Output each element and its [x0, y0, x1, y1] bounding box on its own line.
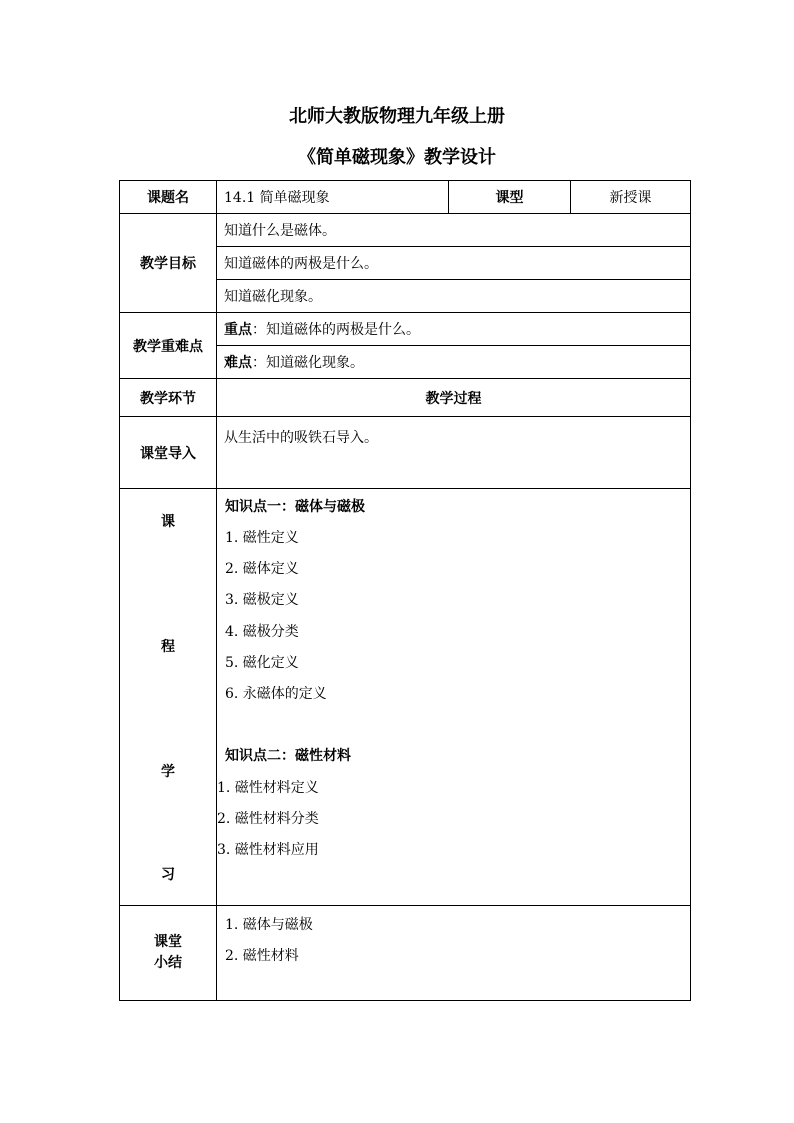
summary-label-line: 小结: [154, 955, 182, 971]
lesson-type-value: 新授课: [571, 181, 691, 214]
intro-text: 从生活中的吸铁石导入。: [217, 417, 691, 489]
stage-label: 教学环节: [120, 379, 217, 417]
learning-label-char: 习: [161, 867, 175, 883]
intro-row: [120, 417, 691, 489]
learning-content: [217, 489, 691, 906]
learning-row: [120, 489, 691, 906]
topic-row: [120, 181, 691, 214]
knowledge-point-2-title: 知识点二：磁性材料: [225, 748, 351, 764]
knowledge-1-item: 6. 永磁体的定义: [225, 686, 327, 702]
knowledge-2-item: 2. 磁性材料分类: [217, 811, 319, 827]
topic-label: 课题名: [120, 181, 217, 214]
knowledge-point-1-title: 知识点一：磁体与磁极: [225, 499, 365, 515]
hard-point-lead: 难点: [224, 355, 252, 371]
learning-label-char: 课: [161, 514, 175, 530]
learning-label-char: 学: [161, 764, 175, 780]
learning-label-char: 程: [161, 639, 175, 655]
key-point-row: [120, 313, 691, 346]
summary-item: 1. 磁体与磁极: [225, 917, 313, 933]
knowledge-1-item: 2. 磁体定义: [225, 561, 299, 577]
summary-label: [120, 906, 217, 1001]
document-subtitle: 《简单磁现象》教学设计: [298, 147, 496, 168]
knowledge-2-item: 1. 磁性材料定义: [217, 780, 319, 796]
process-label: 教学过程: [217, 379, 691, 417]
summary-item: 2. 磁性材料: [225, 948, 299, 964]
knowledge-1-item: 4. 磁极分类: [225, 624, 299, 640]
key-point-lead: 重点: [224, 322, 252, 338]
objectives-label: 教学目标: [120, 214, 217, 313]
learning-label: [120, 489, 217, 906]
knowledge-1-item: 3. 磁极定义: [225, 592, 299, 608]
lesson-plan-table: [119, 180, 691, 1001]
key-point: [217, 313, 691, 346]
knowledge-1-item: 5. 磁化定义: [225, 655, 299, 671]
summary-row: [120, 906, 691, 1001]
document-title: 北师大教版物理九年级上册: [289, 106, 505, 127]
objective-item: 知道磁体的两极是什么。: [217, 247, 691, 280]
intro-label: 课堂导入: [120, 417, 217, 489]
objective-row: [120, 214, 691, 247]
objective-item: 知道什么是磁体。: [217, 214, 691, 247]
lesson-type-label: 课型: [449, 181, 571, 214]
summary-label-line: 课堂: [154, 934, 182, 950]
summary-content: [217, 906, 691, 1001]
hard-point: [217, 346, 691, 379]
objective-item: 知道磁化现象。: [217, 280, 691, 313]
stage-header-row: [120, 379, 691, 417]
knowledge-2-item: 3. 磁性材料应用: [217, 842, 319, 858]
difficulty-label: 教学重难点: [120, 313, 217, 379]
key-point-text: ：知道磁体的两极是什么。: [252, 322, 420, 338]
hard-point-text: ：知道磁化现象。: [252, 355, 364, 371]
topic-value: 14.1 简单磁现象: [217, 181, 449, 214]
knowledge-1-item: 1. 磁性定义: [225, 530, 299, 546]
